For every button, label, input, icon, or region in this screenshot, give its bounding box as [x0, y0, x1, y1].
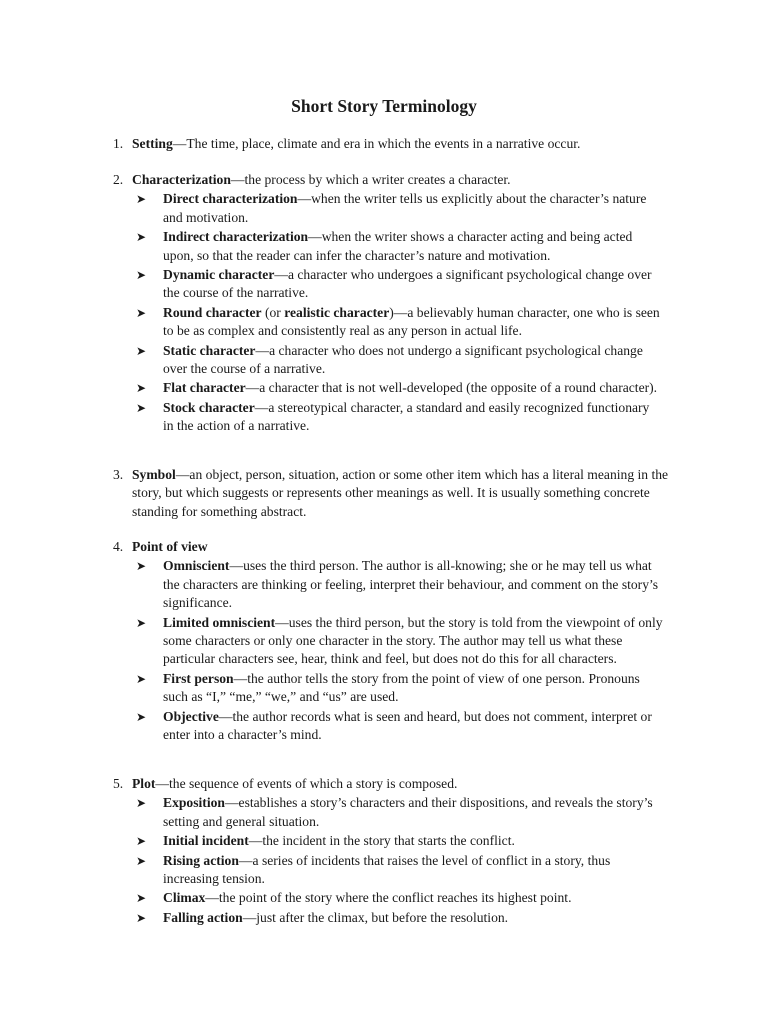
sub-definition: —a character who does not undergo a significant psychological change over the course of a narrative. [163, 342, 643, 377]
sub-definition: —uses the third person. The author is all-knowing; she or he may tell us what the characters are thinking or feeling, interpret their behaviour, and comment on the story’s significance. [163, 558, 659, 611]
sub-term: Initial incident [163, 833, 249, 849]
item-term: Characterization [132, 172, 231, 187]
sub-item [113, 794, 673, 831]
sub-definition: —the incident in the story that starts the conflict. [248, 833, 515, 849]
item-number: 5. [113, 776, 124, 791]
arrowhead-bullet-icon: ➤ [136, 709, 147, 724]
sub-item [113, 670, 673, 707]
arrowhead-bullet-icon: ➤ [136, 343, 147, 358]
arrowhead-bullet-icon: ➤ [136, 268, 147, 283]
arrowhead-bullet-icon: ➤ [136, 834, 147, 849]
sub-term: Direct characterization [163, 191, 298, 207]
sub-definition: —a stereotypical character, a standard and easily recognized functionary in the action of a narrative. [163, 399, 650, 434]
sub-definition: —establishes a story’s characters and their dispositions, and reveals the story’s setting and general situation. [163, 795, 653, 829]
arrowhead-bullet-icon: ➤ [136, 891, 147, 906]
arrowhead-bullet-icon: ➤ [136, 400, 147, 415]
sub-term: Flat character [163, 380, 246, 396]
item-number: 3. [113, 467, 124, 482]
sub-definition: —a series of incidents that raises the level of conflict in a story, thus increasing tension. [163, 852, 611, 887]
item-term: Setting [132, 136, 173, 151]
item-definition: —The time, place, climate and era in which the events in a narrative occur. [172, 136, 581, 151]
term-item-setting [113, 135, 673, 153]
sub-item [113, 190, 673, 227]
sub-item [113, 228, 673, 265]
sub-item [113, 852, 673, 889]
sub-term: Exposition [163, 795, 225, 811]
sub-definition: )—a believably human character, one who is seen to be as complex and consistently real as any person in actual life. [163, 304, 660, 339]
arrowhead-bullet-icon: ➤ [136, 615, 147, 630]
sub-term: Indirect characterization [163, 229, 309, 245]
arrowhead-bullet-icon: ➤ [136, 796, 147, 811]
term-item-symbol [113, 466, 673, 521]
term-item-point-of-view [113, 538, 673, 744]
sub-term: Falling action [163, 909, 243, 925]
arrowhead-bullet-icon: ➤ [136, 230, 147, 245]
item-number: 1. [113, 136, 124, 151]
sub-item [113, 266, 673, 303]
arrowhead-bullet-icon: ➤ [136, 381, 147, 396]
sub-item [113, 399, 673, 436]
term-item-characterization [113, 171, 673, 436]
sub-item [113, 342, 673, 379]
sub-definition: —when the writer tells us explicitly about the character’s nature and motivation. [163, 191, 647, 225]
sub-term-alt: realistic character [284, 304, 390, 320]
sub-item [113, 304, 673, 341]
sub-term: Rising action [163, 852, 239, 868]
sub-term: Climax [163, 890, 206, 906]
sub-item [113, 379, 673, 397]
arrowhead-bullet-icon: ➤ [136, 559, 147, 574]
sub-definition: —the author tells the story from the point of view of one person. Pronouns such as “I,” “me,” “we,” and “us” are used. [163, 670, 640, 705]
sub-item [113, 889, 673, 907]
sub-term: Objective [163, 708, 219, 724]
arrowhead-bullet-icon: ➤ [136, 305, 147, 320]
item-term: Point of view [132, 539, 208, 554]
arrowhead-bullet-icon: ➤ [136, 192, 147, 207]
item-term: Symbol [132, 467, 176, 482]
sub-item [113, 708, 673, 745]
sub-item [113, 909, 673, 927]
sub-term: Omniscient [163, 558, 230, 574]
term-item-plot [113, 775, 673, 927]
item-definition: —the sequence of events of which a story is composed. [155, 776, 458, 791]
sub-term: Static character [163, 342, 256, 358]
sub-term: Stock character [163, 399, 255, 415]
arrowhead-bullet-icon: ➤ [136, 671, 147, 686]
item-number: 4. [113, 539, 124, 554]
sub-item [113, 557, 673, 612]
sub-item [113, 832, 673, 850]
sub-item [113, 614, 673, 669]
item-definition: —an object, person, situation, action or some other item which has a literal meaning in the story, but which suggests or represents other meanings as well. It is usually something concrete standing for something abstract. [132, 467, 669, 519]
sub-definition: —a character who undergoes a significant psychological change over the course of the narrative. [163, 267, 652, 301]
item-definition: —the process by which a writer creates a character. [230, 172, 511, 187]
sub-definition: —when the writer shows a character acting and being acted upon, so that the reader can infer the character’s nature and motivation. [163, 229, 633, 263]
sub-term: First person [163, 670, 234, 686]
sub-definition: —the point of the story where the conflict reaches its highest point. [205, 890, 572, 906]
item-term: Plot [132, 776, 156, 791]
sub-definition: —the author records what is seen and heard, but does not comment, interpret or enter into a character’s mind. [163, 708, 652, 743]
arrowhead-bullet-icon: ➤ [136, 853, 147, 868]
page-title: Short Story Terminology [291, 96, 477, 116]
sub-definition: —uses the third person, but the story is told from the viewpoint of only some characters or only one character in the story. The author may tell us what these particular characters see, hear, think and feel, but does not do this for all characters. [163, 614, 663, 667]
sub-term: Limited omniscient [163, 614, 276, 630]
item-number: 2. [113, 172, 124, 187]
arrowhead-bullet-icon: ➤ [136, 910, 147, 925]
sub-term: Dynamic character [163, 267, 275, 283]
sub-term: Round character [163, 304, 262, 320]
sub-definition: —just after the climax, but before the resolution. [242, 909, 509, 925]
sub-definition: —a character that is not well-developed (the opposite of a round character). [245, 380, 658, 396]
sub-connector: (or [261, 304, 285, 320]
